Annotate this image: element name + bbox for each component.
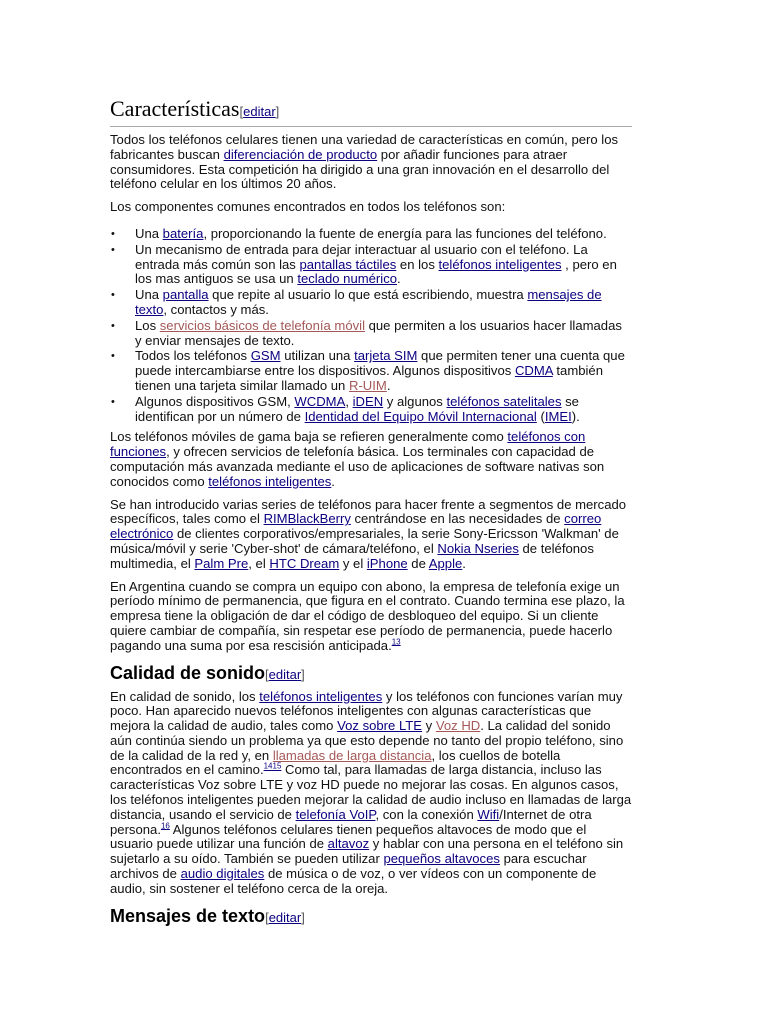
components-list [110, 227, 632, 424]
reference-link[interactable]: 1415 [263, 762, 282, 772]
edit-section-link-wrap: [editar] [239, 104, 280, 119]
edit-section-link[interactable]: editar [268, 909, 302, 925]
link-mensajes-texto[interactable]: mensajes de texto [135, 287, 602, 317]
link-telefonos-inteligentes-2[interactable]: teléfonos inteligentes [208, 473, 332, 489]
edit-section-link-wrap: [editar] [265, 666, 305, 682]
link-wifi[interactable]: Wifi [477, 806, 500, 822]
link-apple[interactable]: Apple [428, 555, 463, 571]
list-item: • Todos los teléfonos GSM utilizan una tarjeta SIM que permiten tener una cuenta que puede intercambiarse entre los dispositivos. Algunos dispositivos CDMA también tienen una tarjeta similar llamado un R-UIM. [135, 349, 632, 393]
link-telefonos-inteligentes-3[interactable]: teléfonos inteligentes [259, 688, 383, 704]
edit-section-link[interactable]: editar [268, 666, 302, 682]
article-content [110, 96, 632, 933]
edit-section-link[interactable]: editar [243, 104, 276, 119]
section-heading-caracteristicas: Características[editar] [110, 96, 632, 127]
link-gsm[interactable]: GSM [250, 348, 281, 364]
list-item: • Los servicios básicos de telefonía móvil que permiten a los usuarios hacer llamadas y enviar mensajes de texto. [135, 319, 632, 349]
paragraph-calidad: En calidad de sonido, los teléfonos inteligentes y los teléfonos con funciones varían muy poco. Han aparecido nuevos teléfonos inteligentes con algunas características que mejora la calidad de audio, tales como Voz sobre LTE y Voz HD. La calidad del sonido aún continúa siendo un problema ya que esto depende no tanto del propio teléfono, sino de la calidad de la red y, en llamadas de larga distancia, los cuellos de botella encontrados en el camino.$^{1415}$ Como tal, para llamadas de larga distancia, incluso las características Voz sobre LTE y voz HD puede no mejorar las cosas. En algunos casos, los teléfonos inteligentes pueden mejorar la calidad de audio incluso en llamadas de larga distancia, usando el servicio de telefonía VoIP, con la conexión Wifi/Internet de otra persona.$^{16}$ Algunos teléfonos celulares tienen pequeños altavoces de modo que el usuario puede utilizar una función de altavoz y hablar con una persona en el teléfono sin sujetarlo a su oído. También se pueden utilizar pequeños altavoces para escuchar archivos de audio digitales de música o de voz, o ver vídeos con un componente de audio, sin sostener el teléfono cerca de la oreja. [110, 688, 632, 896]
section-heading-mensajes: Mensajes de texto[editar] [110, 905, 305, 926]
link-audio-digitales[interactable]: audio digitales [180, 866, 265, 882]
edit-section-link-wrap: [editar] [265, 909, 305, 925]
link-bateria[interactable]: batería [162, 225, 204, 241]
section-heading-calidad: Calidad de sonido[editar] [110, 662, 305, 683]
link-teclado-numerico[interactable]: teclado numérico [297, 271, 398, 287]
reference-link[interactable]: 13 [391, 637, 401, 647]
link-telefonos-con-funciones[interactable]: teléfonos con funciones [110, 429, 586, 460]
link-telefonos-satelitales[interactable]: teléfonos satelitales [446, 393, 562, 409]
paragraph-components: Los componentes comunes encontrados en todos los teléfonos son: [110, 199, 506, 215]
list-item: • Una pantalla que repite al usuario lo que está escribiendo, muestra mensajes de texto, contactos y más. [135, 288, 632, 318]
link-telefonos-inteligentes[interactable]: teléfonos inteligentes [438, 256, 562, 272]
link-altavoz[interactable]: altavoz [327, 836, 370, 852]
link-wcdma[interactable]: WCDMA [294, 393, 346, 409]
reference-13 [392, 637, 401, 646]
paragraph-intro: Todos los teléfonos celulares tienen una variedad de características en común, pero los fabricantes buscan diferenciación de producto por añadir funciones para atraer consumidores. Esta competición ha dirigido a una gran innovación en el desarrollo del teléfono celular en los últimos 20 años. [110, 132, 619, 192]
paragraph-series: Se han introducido varias series de teléfonos para hacer frente a segmentos de mercado específicos, tales como el RIMBlackBerry centrándose en las necesidades de correo electrónico de clientes corporativos/empresariales, la serie Sony-Ericsson 'Walkman' de música/móvil y serie 'Cyber-shot' de cámara/teléfono, el Nokia Nseries de teléfonos multimedia, el Palm Pre, el HTC Dream y el iPhone de Apple. [110, 496, 627, 571]
link-llamadas-larga-distancia[interactable]: llamadas de larga distancia [272, 747, 432, 763]
list-item: • Algunos dispositivos GSM, WCDMA, iDEN y algunos teléfonos satelitales se identifican por un número de Identidad del Equipo Móvil Internacional (IMEI). [135, 395, 632, 425]
reference-1415 [264, 762, 282, 771]
link-telefonia-voip[interactable]: telefonía VoIP [295, 806, 376, 822]
link-cdma[interactable]: CDMA [514, 363, 553, 379]
link-r-uim[interactable]: R-UIM [348, 377, 387, 393]
reference-16 [161, 821, 170, 830]
link-pequenos-altavoces[interactable]: pequeños altavoces [383, 851, 500, 867]
link-correo-electronico[interactable]: correo electrónico [110, 511, 602, 542]
paragraph-argentina: En Argentina cuando se compra un equipo con abono, la empresa de telefonía exige un período mínimo de permanencia, que figura en el contrato. Cuando termina ese plazo, la empresa tiene la obligación de dar el código de desbloqueo del equipo. Si un cliente quiere cambiar de compañía, sin respetar ese período de permanencia, puede hacerlo pagando una suma por esa rescisión anticipada.$^{13}$ [110, 578, 625, 653]
paragraph-gama-baja: Los teléfonos móviles de gama baja se refieren generalmente como teléfonos con funciones, y ofrecen servicios de telefonía básica. Los terminales con capacidad de computación más avanzada mediante el uso de aplicaciones de software nativas son conocidos como teléfonos inteligentes. [110, 429, 605, 489]
link-htc-dream[interactable]: HTC Dream [269, 555, 340, 571]
link-iden[interactable]: iDEN [352, 393, 384, 409]
link-tarjeta-sim[interactable]: tarjeta SIM [354, 348, 418, 364]
list-item: • Una batería, proporcionando la fuente de energía para las funciones del teléfono. [135, 227, 632, 242]
link-voz-sobre-lte[interactable]: Voz sobre LTE [337, 718, 423, 734]
link-servicios-basicos[interactable]: servicios básicos de telefonía móvil [159, 317, 365, 333]
link-diferenciacion-producto[interactable]: diferenciación de producto [223, 146, 378, 162]
link-pantallas-tactiles[interactable]: pantallas táctiles [299, 256, 397, 272]
link-iphone[interactable]: iPhone [366, 555, 408, 571]
link-identidad-equipo[interactable]: Identidad del Equipo Móvil Internacional [304, 408, 537, 424]
link-nokia-nseries[interactable]: Nokia Nseries [437, 540, 519, 556]
link-palm-pre[interactable]: Palm Pre [194, 555, 249, 571]
link-voz-hd[interactable]: Voz HD [435, 718, 481, 734]
link-rimblackberry[interactable]: RIMBlackBerry [263, 511, 351, 527]
list-item: • Un mecanismo de entrada para dejar interactuar al usuario con el teléfono. La entrada más común son las pantallas táctiles en los teléfonos inteligentes , pero en los mas antiguos se usa un teclado numérico. [135, 243, 632, 287]
link-imei[interactable]: IMEI [544, 408, 572, 424]
reference-link[interactable]: 16 [160, 821, 170, 831]
link-pantalla[interactable]: pantalla [162, 287, 209, 303]
